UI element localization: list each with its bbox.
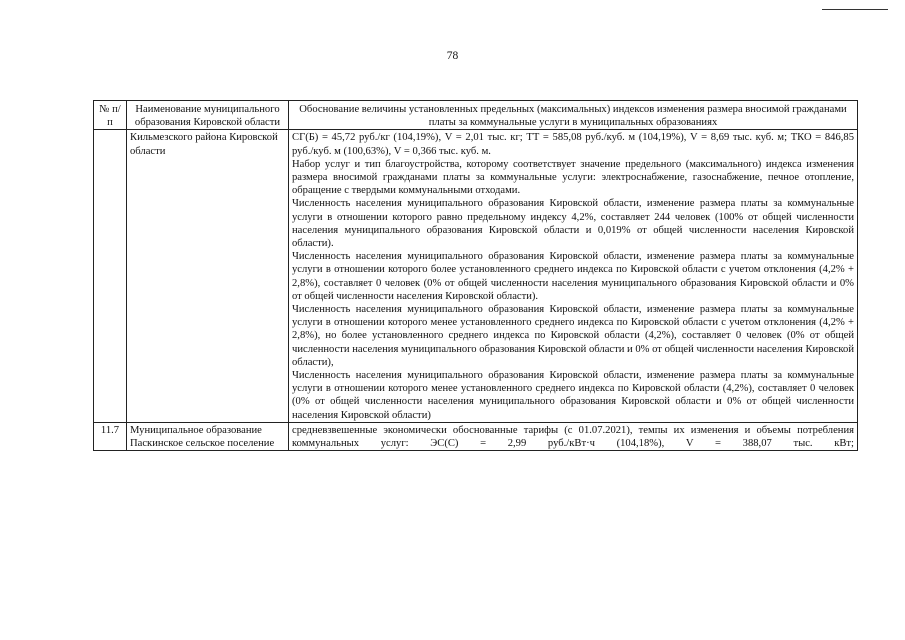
row-basis: [289, 422, 858, 450]
basis-paragraph: СГ(Б) = 45,72 руб./кг (104,19%), V = 2,01 тыс. кг; ТТ = 585,08 руб./куб. м (104,19%), V = 8,69 тыс. куб. м; ТКО = 846,85 руб./куб. м (100,63%), V = 0,366 тыс. куб. м.: [292, 132, 854, 157]
row-number: 11.7: [94, 422, 127, 450]
row-number: [94, 130, 127, 422]
header-num: [94, 101, 127, 130]
row-name: Муниципальное образование Паскинское сельское поселение: [127, 422, 289, 450]
row-name: Кильмезского района Кировской области: [127, 130, 289, 422]
header-num-text: № п/п: [99, 104, 121, 129]
header-name-text: Наименование муниципального образования Кировской области: [134, 104, 281, 129]
header-basis: [289, 101, 858, 130]
table-row: [94, 130, 858, 422]
table-header-row: [94, 101, 858, 130]
table-row: [94, 422, 858, 450]
basis-paragraph: Численность населения муниципального образования Кировской области, изменение размера платы за коммунальные услуги в отношении которого равно предельному индексу 4,2%, составляет 244 человек (100% от общей численности населения муниципального образования Кировской области и 0,019% от общей численности населения Кировской области).: [292, 198, 854, 250]
page-number: 78: [446, 50, 459, 62]
basis-paragraph: Набор услуг и тип благоустройства, которому соответствует значение предельного (максимального) индекса изменения размера вносимой гражданами платы за коммунальные услуги: электроснабжение, газоснабжение, печное отопление, обращение с твердыми коммунальными отходами.: [292, 158, 854, 197]
header-name: [127, 101, 289, 130]
basis-paragraph: средневзвешенные экономически обоснованные тарифы (с 01.07.2021), темпы их изменения и объемы потребления коммунальных услуг: ЭС(С) = 2,99 руб./кВт·ч (104,18%), V = 388,07 тыс. кВт;: [292, 424, 854, 450]
basis-paragraph: Численность населения муниципального образования Кировской области, изменение размера платы за коммунальные услуги в отношении которого менее установленного среднего индекса по Кировской области с учетом отклонения (4,2% + 2,8%), но более установленного среднего индекса по Кировской области (4,2%), составляет 0 человек (0% от общей численности населения муниципального образования Кировской области и 0% от общей численности населения Кировской области),: [292, 304, 854, 368]
header-basis-text: Обоснование величины установленных предельных (максимальных) индексов изменения размера вносимой гражданами платы за коммунальные услуги в муниципальных образованиях: [299, 104, 847, 129]
basis-paragraph: Численность населения муниципального образования Кировской области, изменение размера платы за коммунальные услуги в отношении которого менее установленного среднего индекса по Кировской области (4,2%), составляет 0 человек (0% от общей численности населения муниципального образования Кировской области и 0% от общей численности населения Кировской области): [292, 370, 854, 421]
row-basis: [289, 130, 858, 422]
header-rule: [822, 9, 888, 10]
municipal-index-table: [93, 100, 858, 451]
basis-paragraph: Численность населения муниципального образования Кировской области, изменение размера платы за коммунальные услуги в отношении которого более установленного среднего индекса по Кировской области с учетом отклонения (4,2% + 2,8%), составляет 0 человек (0% от общей численности населения муниципального образования Кировской области и 0% от общей численности населения Кировской области).: [292, 251, 854, 302]
